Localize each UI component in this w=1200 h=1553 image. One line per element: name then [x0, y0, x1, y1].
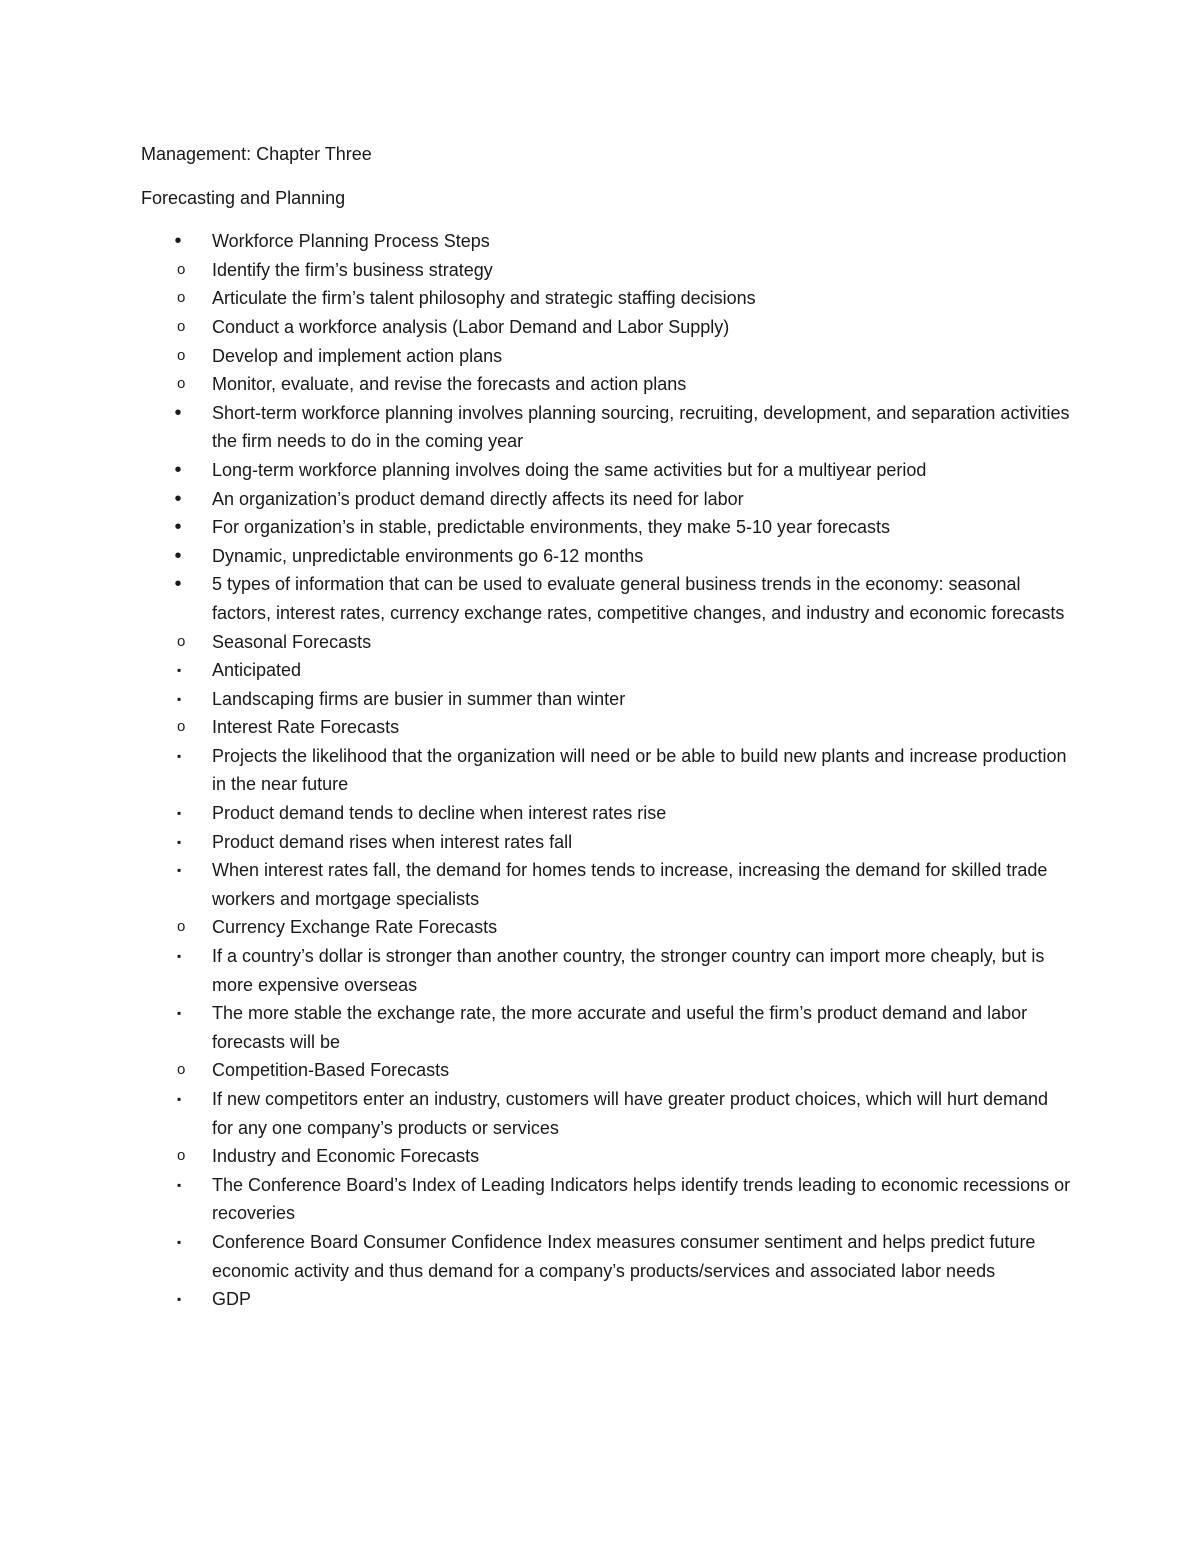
sub-sub-bullet-item: [141, 942, 1071, 999]
item-text: When interest rates fall, the demand for homes tends to increase, increasing the demand for skilled trade workers and mortgage specialists: [212, 860, 1048, 909]
square-bullet-marker: ▪: [177, 1292, 182, 1307]
sub-list: [141, 256, 1071, 399]
item-text: An organization’s product demand directly affects its need for labor: [212, 488, 744, 509]
sub-bullet-item: [141, 370, 1071, 399]
item-text: Develop and implement action plans: [212, 345, 503, 366]
item-text: Currency Exchange Rate Forecasts: [212, 917, 498, 938]
item-text: Conduct a workforce analysis (Labor Demand and Labor Supply): [212, 316, 730, 337]
square-bullet-marker: ▪: [177, 863, 182, 878]
square-bullet-marker: ▪: [177, 748, 182, 763]
bullet-item: [141, 227, 1071, 256]
sub-bullet-item: [141, 713, 1071, 742]
sub-bullet-marker: o: [177, 289, 186, 307]
item-text: For organization’s in stable, predictable environments, they make 5-10 year forecasts: [212, 517, 891, 538]
sub-sub-bullet-item: [141, 1085, 1071, 1142]
sub-bullet-marker: o: [177, 1061, 186, 1079]
sub-bullet-marker: o: [177, 375, 186, 393]
sub-sub-list: [141, 742, 1071, 914]
sub-sub-bullet-item: [141, 828, 1071, 857]
sub-list: [141, 628, 1071, 1314]
item-text: The more stable the exchange rate, the more accurate and useful the firm’s product demand and labor forecasts will be: [212, 1003, 1028, 1052]
sub-sub-list: [141, 656, 1071, 713]
square-bullet-marker: ▪: [177, 834, 182, 849]
square-bullet-marker: ▪: [177, 949, 182, 964]
bullet-item: [141, 542, 1071, 571]
item-text: Workforce Planning Process Steps: [212, 231, 490, 252]
item-text: Seasonal Forecasts: [212, 631, 372, 652]
bullet-item: [141, 399, 1071, 456]
document-body: [141, 140, 1071, 1314]
sub-sub-list: [141, 942, 1071, 1056]
item-text: Dynamic, unpredictable environments go 6-12 months: [212, 545, 644, 566]
bullet-marker: •: [174, 458, 182, 481]
square-bullet-marker: ▪: [177, 1234, 182, 1249]
document-title: Management: Chapter Three: [141, 144, 372, 164]
item-text: Landscaping firms are busier in summer than winter: [212, 688, 626, 709]
item-text: 5 types of information that can be used to evaluate general business trends in the economy: seasonal factors, interest rates, currency exchange rates, competitive changes, and industry and economic forecasts: [212, 574, 1065, 623]
sub-bullet-marker: o: [177, 718, 186, 736]
sub-sub-bullet-item: [141, 1285, 1071, 1314]
item-text: Conference Board Consumer Confidence Index measures consumer sentiment and helps predict future economic activity and thus demand for a company’s products/services and associated labor needs: [212, 1231, 1036, 1281]
bullet-item: [141, 570, 1071, 627]
sub-bullet-item: [141, 284, 1071, 313]
sub-sub-bullet-item: [141, 742, 1071, 799]
item-text: GDP: [212, 1289, 252, 1310]
item-text: Product demand tends to decline when interest rates rise: [212, 803, 667, 824]
item-text: Competition-Based Forecasts: [212, 1060, 450, 1081]
bullet-item: [141, 513, 1071, 542]
item-text: If new competitors enter an industry, customers will have greater product choices, which will hurt demand for any one company’s products or services: [212, 1089, 1049, 1138]
sub-bullet-marker: o: [177, 918, 186, 936]
sub-bullet-item: [141, 913, 1071, 942]
sub-bullet-marker: o: [177, 632, 186, 650]
bullet-marker: •: [174, 401, 182, 424]
sub-sub-bullet-item: [141, 999, 1071, 1056]
square-bullet-marker: ▪: [177, 1092, 182, 1106]
sub-sub-bullet-item: [141, 856, 1071, 913]
bullet-marker: •: [174, 544, 182, 567]
sub-bullet-marker: o: [177, 1147, 186, 1165]
item-text: Interest Rate Forecasts: [212, 717, 400, 738]
sub-sub-list: [141, 1171, 1071, 1314]
bullet-marker: •: [174, 230, 182, 253]
sub-bullet-item: [141, 313, 1071, 342]
square-bullet-marker: ▪: [177, 691, 182, 706]
item-text: Long-term workforce planning involves doing the same activities but for a multiyear period: [212, 459, 927, 480]
item-text: Identify the firm’s business strategy: [212, 259, 493, 280]
sub-bullet-item: [141, 256, 1071, 285]
sub-sub-bullet-item: [141, 1171, 1071, 1228]
sub-sub-bullet-item: [141, 685, 1071, 714]
item-text: The Conference Board’s Index of Leading Indicators helps identify trends leading to economic recessions or recoveries: [212, 1174, 1071, 1224]
item-text: Industry and Economic Forecasts: [212, 1146, 480, 1167]
item-text: Monitor, evaluate, and revise the forecasts and action plans: [212, 374, 687, 395]
bullet-marker: •: [174, 516, 182, 539]
square-bullet-marker: ▪: [177, 806, 182, 821]
outline-list: [141, 227, 1071, 1314]
sub-bullet-marker: o: [177, 260, 186, 278]
sub-sub-bullet-item: [141, 656, 1071, 685]
item-text: If a country’s dollar is stronger than another country, the stronger country can import more cheaply, but is more expensive overseas: [212, 946, 1045, 995]
sub-sub-list: [141, 1085, 1071, 1142]
square-bullet-marker: ▪: [177, 1006, 182, 1021]
sub-bullet-item: [141, 1056, 1071, 1085]
item-text: Product demand rises when interest rates fall: [212, 831, 573, 852]
bullet-item: [141, 456, 1071, 485]
sub-bullet-item: [141, 342, 1071, 371]
sub-bullet-marker: o: [177, 346, 186, 364]
item-text: Anticipated: [212, 660, 302, 681]
bullet-item: [141, 485, 1071, 514]
square-bullet-marker: ▪: [177, 663, 182, 678]
document-subtitle: Forecasting and Planning: [141, 187, 346, 208]
sub-sub-bullet-item: [141, 1228, 1071, 1285]
bullet-marker: •: [174, 487, 182, 510]
sub-sub-bullet-item: [141, 799, 1071, 828]
square-bullet-marker: ▪: [177, 1177, 182, 1192]
sub-bullet-item: [141, 628, 1071, 657]
item-text: Projects the likelihood that the organization will need or be able to build new plants and increase production in the near future: [212, 745, 1067, 795]
item-text: Articulate the firm’s talent philosophy and strategic staffing decisions: [212, 288, 756, 309]
sub-bullet-marker: o: [177, 317, 186, 335]
bullet-marker: •: [174, 573, 182, 596]
sub-bullet-item: [141, 1142, 1071, 1171]
item-text: Short-term workforce planning involves planning sourcing, recruiting, development, and separation activities the firm needs to do in the coming year: [212, 402, 1070, 452]
